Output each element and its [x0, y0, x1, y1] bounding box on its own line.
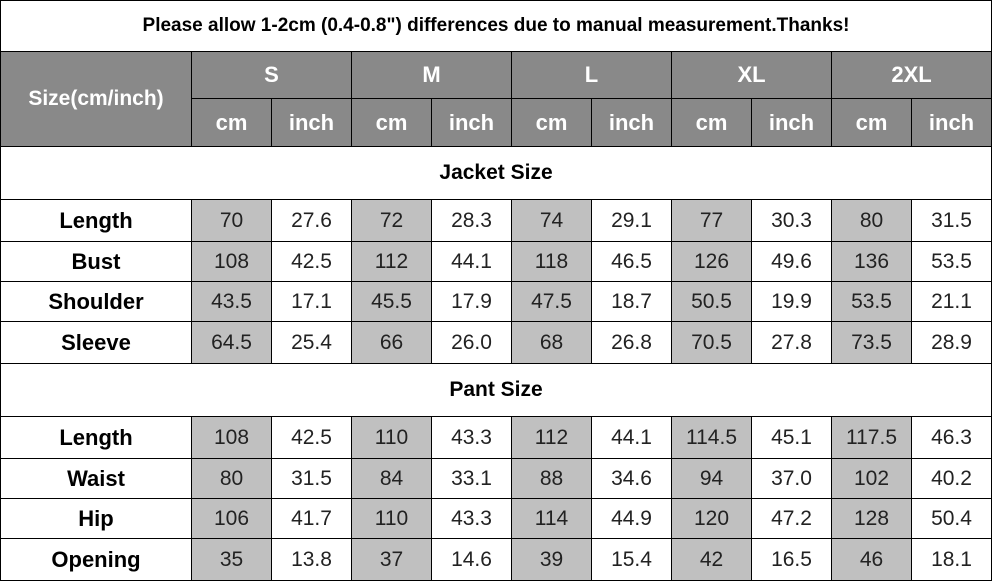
value-cm: 43.5 — [192, 282, 272, 322]
value-cm: 84 — [352, 459, 432, 499]
unit-header-inch: inch — [432, 99, 512, 147]
value-inch: 34.6 — [592, 459, 672, 499]
value-inch: 13.8 — [272, 539, 352, 581]
value-cm: 94 — [672, 459, 752, 499]
value-inch: 26.8 — [592, 322, 672, 364]
table-row — [1, 242, 992, 282]
value-inch: 53.5 — [912, 242, 992, 282]
value-inch: 47.2 — [752, 499, 832, 539]
value-cm: 110 — [352, 499, 432, 539]
value-cm: 45.5 — [352, 282, 432, 322]
value-cm: 80 — [192, 459, 272, 499]
value-inch: 40.2 — [912, 459, 992, 499]
size-header-m: M — [352, 52, 512, 99]
value-inch: 45.1 — [752, 417, 832, 459]
value-cm: 73.5 — [832, 322, 912, 364]
value-cm: 70.5 — [672, 322, 752, 364]
size-unit-header: Size(cm/inch) — [1, 52, 192, 147]
value-cm: 112 — [512, 417, 592, 459]
value-cm: 120 — [672, 499, 752, 539]
value-inch: 46.5 — [592, 242, 672, 282]
value-inch: 33.1 — [432, 459, 512, 499]
table-row — [1, 417, 992, 459]
unit-header-inch: inch — [272, 99, 352, 147]
measurement-note: Please allow 1-2cm (0.4-0.8") differences due to manual measurement.Thanks! — [1, 1, 992, 52]
value-inch: 44.1 — [592, 417, 672, 459]
measurement-label: Length — [1, 200, 192, 242]
note-row — [1, 1, 992, 52]
value-inch: 31.5 — [272, 459, 352, 499]
measurement-label: Bust — [1, 242, 192, 282]
value-cm: 46 — [832, 539, 912, 581]
value-inch: 18.1 — [912, 539, 992, 581]
measurement-label: Hip — [1, 499, 192, 539]
section-title-row — [1, 364, 992, 417]
value-inch: 29.1 — [592, 200, 672, 242]
measurement-label: Shoulder — [1, 282, 192, 322]
table-row — [1, 200, 992, 242]
table-row — [1, 459, 992, 499]
value-cm: 117.5 — [832, 417, 912, 459]
value-inch: 46.3 — [912, 417, 992, 459]
value-inch: 27.8 — [752, 322, 832, 364]
measurement-label: Sleeve — [1, 322, 192, 364]
value-inch: 49.6 — [752, 242, 832, 282]
value-inch: 17.1 — [272, 282, 352, 322]
table-row — [1, 499, 992, 539]
unit-header-cm: cm — [832, 99, 912, 147]
value-inch: 26.0 — [432, 322, 512, 364]
measurement-label: Opening — [1, 539, 192, 581]
value-inch: 19.9 — [752, 282, 832, 322]
unit-header-cm: cm — [672, 99, 752, 147]
table-row — [1, 282, 992, 322]
section-title: Jacket Size — [1, 147, 992, 200]
value-cm: 42 — [672, 539, 752, 581]
value-inch: 25.4 — [272, 322, 352, 364]
value-cm: 68 — [512, 322, 592, 364]
value-cm: 108 — [192, 417, 272, 459]
value-cm: 112 — [352, 242, 432, 282]
value-cm: 110 — [352, 417, 432, 459]
size-header-2xl: 2XL — [832, 52, 992, 99]
measurement-label: Waist — [1, 459, 192, 499]
value-cm: 114 — [512, 499, 592, 539]
value-cm: 35 — [192, 539, 272, 581]
unit-header-inch: inch — [912, 99, 992, 147]
value-inch: 15.4 — [592, 539, 672, 581]
value-cm: 74 — [512, 200, 592, 242]
value-inch: 18.7 — [592, 282, 672, 322]
size-header-s: S — [192, 52, 352, 99]
value-cm: 114.5 — [672, 417, 752, 459]
value-inch: 44.1 — [432, 242, 512, 282]
value-cm: 47.5 — [512, 282, 592, 322]
value-cm: 126 — [672, 242, 752, 282]
value-cm: 118 — [512, 242, 592, 282]
value-cm: 77 — [672, 200, 752, 242]
size-header-l: L — [512, 52, 672, 99]
value-cm: 70 — [192, 200, 272, 242]
value-inch: 50.4 — [912, 499, 992, 539]
value-cm: 102 — [832, 459, 912, 499]
size-header-row — [1, 52, 992, 99]
value-inch: 31.5 — [912, 200, 992, 242]
unit-header-cm: cm — [192, 99, 272, 147]
value-inch: 44.9 — [592, 499, 672, 539]
value-inch: 37.0 — [752, 459, 832, 499]
table-row — [1, 539, 992, 581]
value-cm: 72 — [352, 200, 432, 242]
value-cm: 88 — [512, 459, 592, 499]
value-inch: 42.5 — [272, 417, 352, 459]
value-inch: 21.1 — [912, 282, 992, 322]
value-inch: 27.6 — [272, 200, 352, 242]
value-inch: 17.9 — [432, 282, 512, 322]
unit-header-cm: cm — [512, 99, 592, 147]
value-inch: 43.3 — [432, 499, 512, 539]
value-inch: 42.5 — [272, 242, 352, 282]
value-inch: 28.3 — [432, 200, 512, 242]
value-inch: 16.5 — [752, 539, 832, 581]
value-cm: 50.5 — [672, 282, 752, 322]
value-cm: 128 — [832, 499, 912, 539]
value-cm: 136 — [832, 242, 912, 282]
value-cm: 80 — [832, 200, 912, 242]
value-cm: 53.5 — [832, 282, 912, 322]
unit-header-inch: inch — [592, 99, 672, 147]
value-cm: 108 — [192, 242, 272, 282]
section-title-row — [1, 147, 992, 200]
value-inch: 41.7 — [272, 499, 352, 539]
measurement-label: Length — [1, 417, 192, 459]
table-row — [1, 322, 992, 364]
size-header-xl: XL — [672, 52, 832, 99]
sections-body — [1, 147, 992, 581]
value-inch: 30.3 — [752, 200, 832, 242]
section-title: Pant Size — [1, 364, 992, 417]
value-inch: 28.9 — [912, 322, 992, 364]
unit-header-inch: inch — [752, 99, 832, 147]
value-cm: 66 — [352, 322, 432, 364]
unit-header-cm: cm — [352, 99, 432, 147]
value-inch: 43.3 — [432, 417, 512, 459]
value-cm: 39 — [512, 539, 592, 581]
value-inch: 14.6 — [432, 539, 512, 581]
value-cm: 106 — [192, 499, 272, 539]
value-cm: 37 — [352, 539, 432, 581]
value-cm: 64.5 — [192, 322, 272, 364]
